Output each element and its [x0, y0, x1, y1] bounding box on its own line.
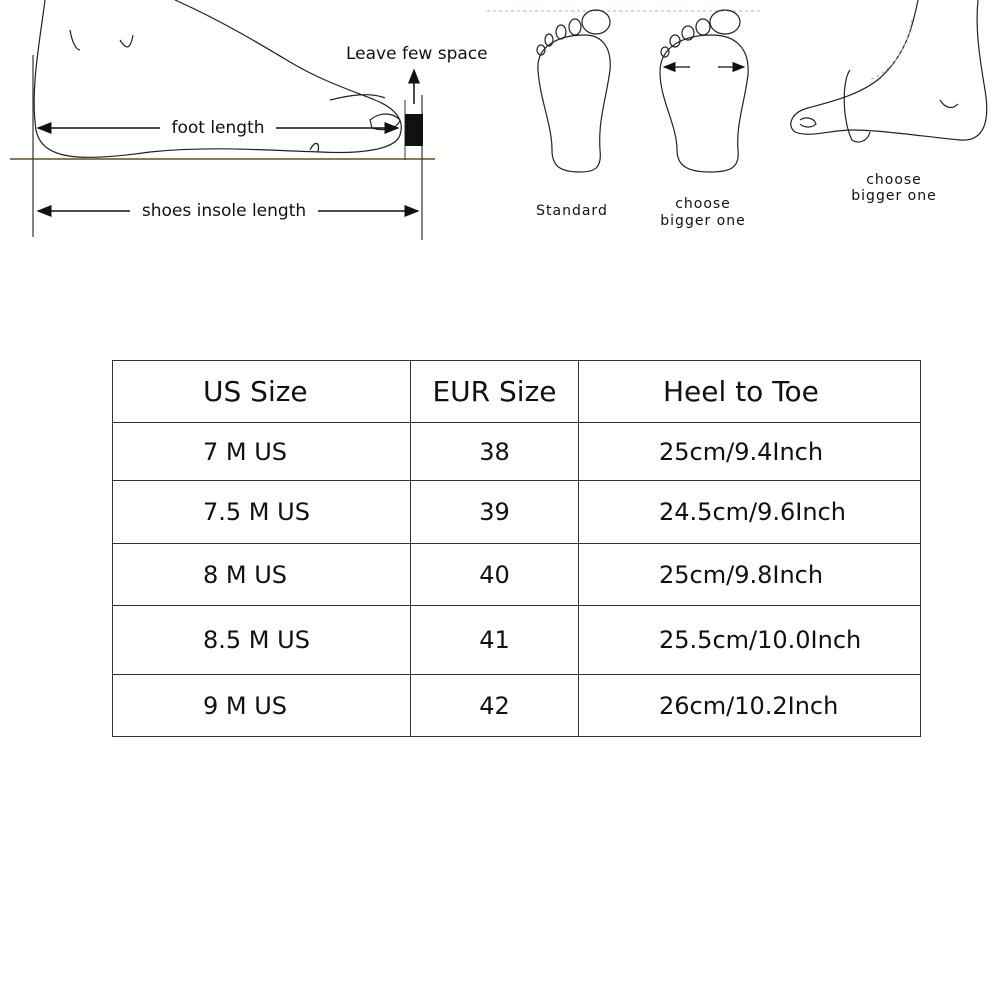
eur-size-cell: 40 [411, 544, 579, 606]
heel-to-toe-cell: 25.5cm/10.0Inch [579, 606, 921, 675]
heel-to-toe-cell: 25cm/9.4Inch [579, 423, 921, 481]
instep-dashed-line [870, 20, 912, 80]
wide-label-line1: choose [675, 196, 731, 212]
heel-to-toe-cell: 26cm/10.2Inch [579, 675, 921, 737]
foot-length-label: foot length [171, 118, 265, 138]
us-size-cell: 7 M US [113, 423, 411, 481]
size-chart-table [112, 360, 921, 737]
leave-space-label: Leave few space [346, 44, 488, 64]
table-row [113, 423, 921, 481]
eur-size-cell: 38 [411, 423, 579, 481]
us-size-cell: 7.5 M US [113, 481, 411, 544]
heel-to-toe-cell: 24.5cm/9.6Inch [579, 481, 921, 544]
header-eur-size: EUR Size [411, 361, 579, 423]
us-size-cell: 9 M US [113, 675, 411, 737]
table-row [113, 481, 921, 544]
us-size-cell: 8.5 M US [113, 606, 411, 675]
high-instep-label-line1: choose [866, 172, 922, 188]
table-header-row [113, 361, 921, 423]
eur-size-cell: 41 [411, 606, 579, 675]
eur-size-cell: 39 [411, 481, 579, 544]
header-heel-to-toe: Heel to Toe [579, 361, 921, 423]
header-us-size: US Size [113, 361, 411, 423]
table-row [113, 675, 921, 737]
standard-foot-illustration [537, 10, 610, 172]
standard-label: Standard [536, 203, 608, 219]
leave-space-block [405, 114, 423, 146]
us-size-cell: 8 M US [113, 544, 411, 606]
foot-measurement-diagram [0, 0, 1000, 250]
eur-size-cell: 42 [411, 675, 579, 737]
insole-length-label: shoes insole length [141, 201, 307, 221]
table-row [113, 544, 921, 606]
table-row [113, 606, 921, 675]
heel-to-toe-cell: 25cm/9.8Inch [579, 544, 921, 606]
wide-foot-illustration [660, 10, 748, 172]
high-instep-label-line2: bigger one [851, 188, 937, 204]
high-instep-foot-illustration [791, 0, 987, 142]
wide-label-line2: bigger one [660, 213, 746, 229]
